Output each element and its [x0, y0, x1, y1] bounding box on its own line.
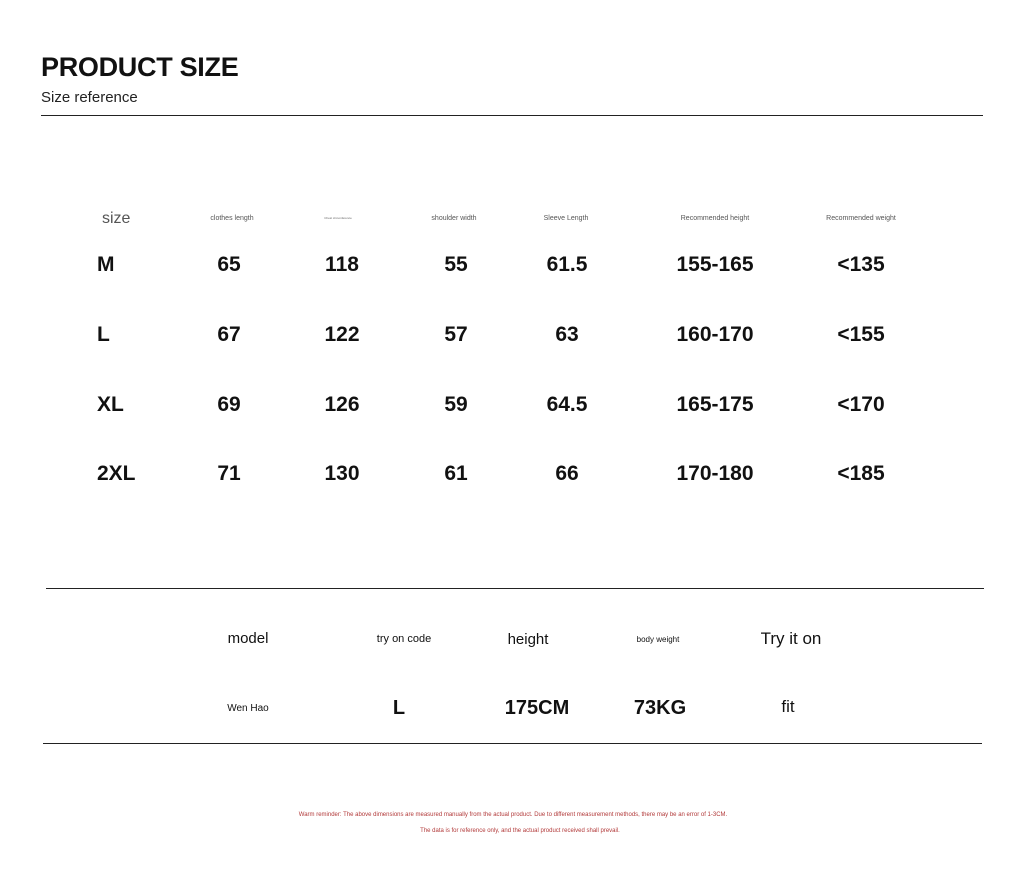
cell-size: M [97, 253, 115, 276]
cell-shoulder-width: 57 [444, 323, 468, 346]
cell-chest: 126 [324, 393, 360, 416]
cell-shoulder-width: 55 [444, 253, 468, 276]
cell-chest: 118 [325, 253, 359, 276]
reference-note: The data is for reference only, and the actual product received shall prevail. [420, 828, 620, 834]
cell-size: L [97, 323, 110, 346]
cell-size: XL [97, 393, 124, 416]
column-header-chest: Chest circumference [324, 216, 352, 220]
model-divider [43, 743, 982, 744]
model-height: 175CM [504, 697, 570, 719]
model-name: Wen Hao [227, 703, 269, 714]
column-header-sleeve-length: Sleeve Length [543, 215, 589, 222]
column-header-recommended-weight: Recommended weight [826, 215, 896, 222]
warm-reminder-note: Warm reminder: The above dimensions are measured manually from the actual product. Due to different measurement methods, there may be an error of 1-3CM. [298, 812, 728, 818]
column-header-recommended-height: Recommended height [680, 215, 750, 222]
cell-chest: 130 [324, 462, 360, 485]
cell-recommended-height: 160-170 [676, 323, 754, 346]
model-header-height: height [507, 631, 549, 648]
column-header-size: size [102, 210, 131, 227]
model-header-model: model [227, 630, 269, 647]
cell-shoulder-width: 59 [444, 393, 468, 416]
cell-sleeve-length: 61.5 [546, 253, 588, 276]
cell-sleeve-length: 64.5 [546, 393, 588, 416]
column-header-clothes-length: clothes length [210, 215, 254, 222]
cell-sleeve-length: 66 [555, 462, 579, 485]
page-title: PRODUCT SIZE [41, 52, 239, 82]
column-header-shoulder-width: shoulder width [431, 215, 477, 222]
page-subtitle: Size reference [41, 89, 138, 106]
cell-clothes-length: 67 [217, 323, 241, 346]
cell-recommended-height: 155-165 [676, 253, 754, 276]
cell-recommended-weight: <155 [837, 323, 885, 346]
model-fit: fit [781, 697, 795, 716]
cell-chest: 122 [324, 323, 360, 346]
cell-recommended-weight: <135 [837, 253, 885, 276]
model-body-weight: 73KG [633, 697, 687, 719]
cell-clothes-length: 65 [217, 253, 241, 276]
cell-clothes-length: 69 [217, 393, 241, 416]
cell-recommended-height: 165-175 [676, 393, 754, 416]
model-header-body-weight: body weight [636, 635, 680, 644]
cell-shoulder-width: 61 [444, 462, 468, 485]
cell-recommended-weight: <185 [837, 462, 885, 485]
model-header-try-it-on: Try it on [760, 629, 822, 648]
cell-size: 2XL [97, 462, 136, 485]
model-header-try-on-code: try on code [376, 633, 432, 645]
header-divider [41, 115, 983, 116]
section-divider [46, 588, 984, 589]
cell-recommended-weight: <170 [837, 393, 885, 416]
cell-sleeve-length: 63 [555, 323, 579, 346]
cell-recommended-height: 170-180 [676, 462, 754, 485]
model-try-on-code: L [392, 697, 406, 719]
cell-clothes-length: 71 [217, 462, 241, 485]
